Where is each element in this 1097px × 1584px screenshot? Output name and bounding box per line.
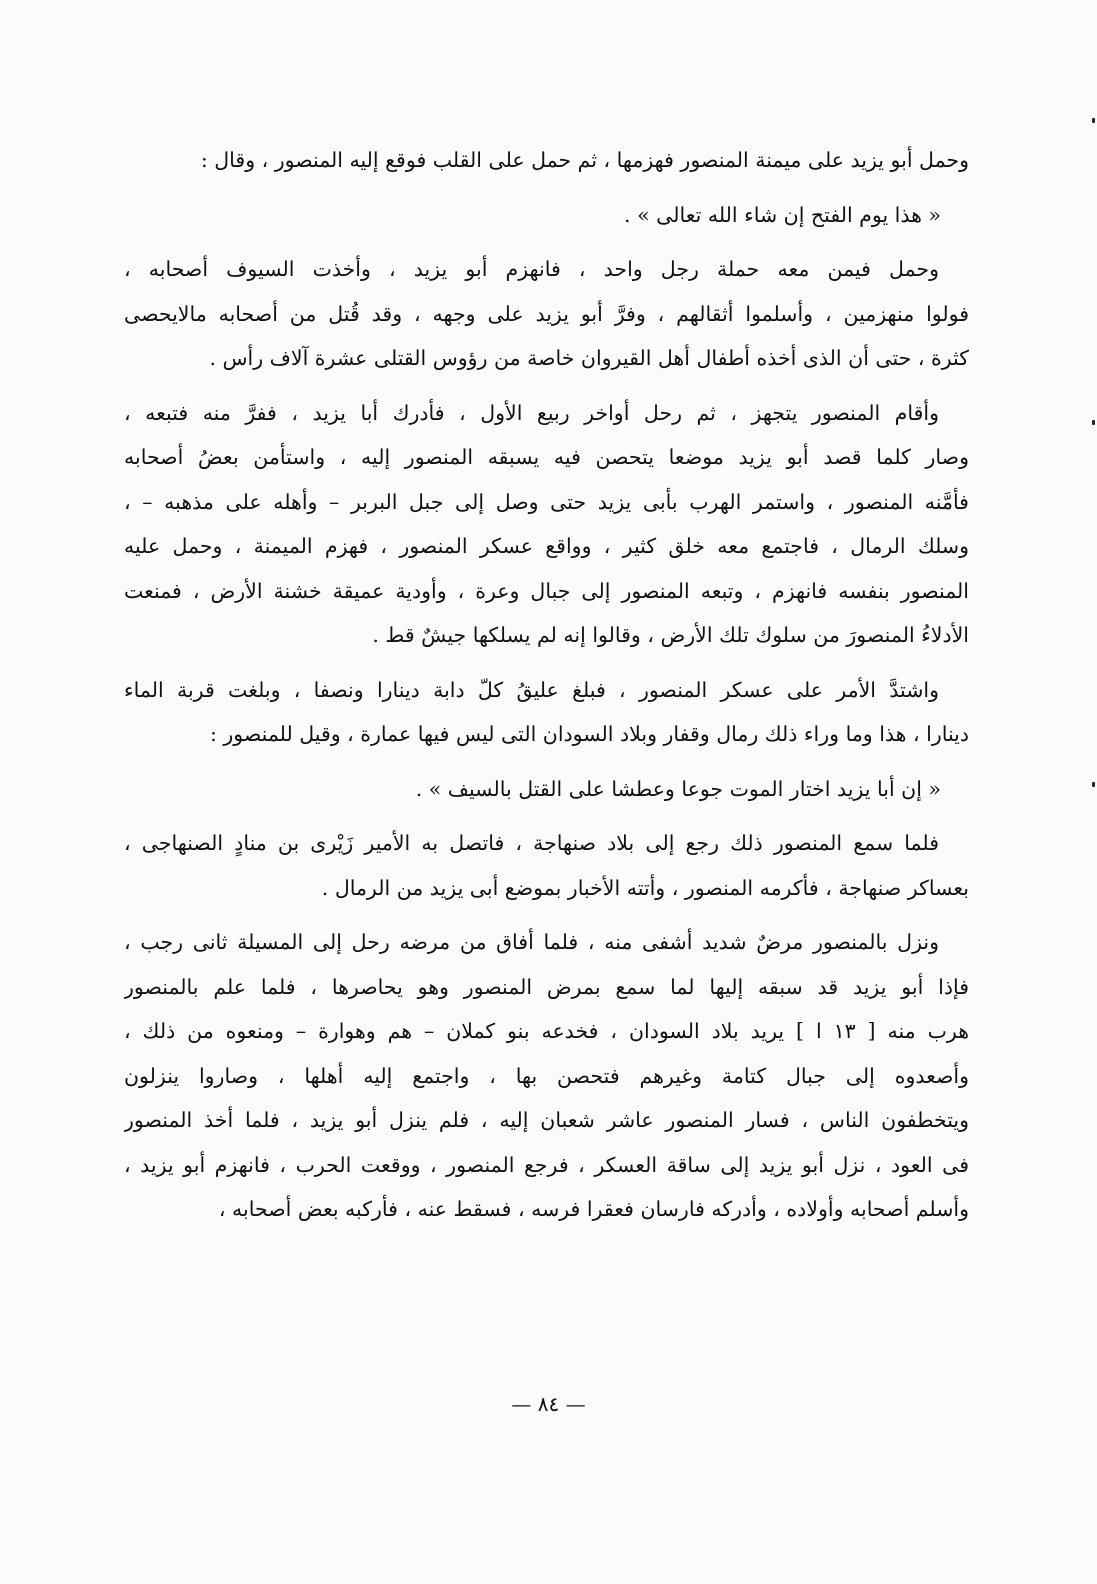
text-line: « إن أبا يزيد اختار الموت جوعا وعطشا على القتل بالسيف » .	[415, 776, 941, 801]
text-line: ونزل بالمنصور مرضٌ شديد أشفى منه ، فلما أفاق من مرضه رحل إلى المسيلة ثانى رجب ،	[124, 930, 939, 954]
body-text	[124, 138, 969, 1242]
paragraph	[124, 668, 969, 757]
text-line: فأمَّنه المنصور ، واستمر الهرب بأبى يزيد حتى وصل إلى جبل البربر – وأهله على مذهبه – ،	[124, 489, 969, 514]
text-line: وأصعدوه إلى جبال كتامة وغيرهم فتحصن بها ، واجتمع إليه أهلها ، وصاروا ينزلون	[124, 1063, 969, 1088]
text-line: بعساكر صنهاجة ، فأكرمه المنصور ، وأتته الأخبار بموضع أبى يزيد من الرمال .	[321, 875, 969, 900]
text-line: وأقام المنصور يتجهز ، ثم رحل أواخر ربيع الأول ، فأدرك أبا يزيد ، ففرَّ منه فتبعه ،	[124, 400, 939, 425]
text-line: وحمل أبو يزيد على ميمنة المنصور فهزمها ، ثم حمل على القلب فوقع إليه المنصور ، وقال :	[200, 148, 969, 172]
text-line: واشتدَّ الأمر على عسكر المنصور ، فبلغ عليقُ كلّ دابة دينارا ونصفا ، وبلغت قربة الماء	[124, 677, 939, 702]
text-line: المنصور بنفسه فانهزم ، وتبعه المنصور إلى جبال وعرة ، وأودية عميقة خشنة الأرض ، فمنعت	[124, 578, 969, 603]
text-line: هرب منه [ ١٣ ا ] يريد بلاد السودان ، فخدعه بنو كملان – هم وهوارة – ومنعوه من ذلك ،	[124, 1019, 969, 1043]
paragraph	[124, 247, 969, 381]
margin-mark	[1092, 420, 1095, 425]
text-line: وسلك الرمال ، فاجتمع معه خلق كثير ، وواقع عسكر المنصور ، فهزم الميمنة ، وحمل عليه	[124, 534, 969, 558]
text-line: كثرة ، حتى أن الذى أخذه أطفال أهل القيروان خاصة من رؤوس القتلى عشرة آلاف رأس .	[209, 346, 969, 370]
paragraph	[124, 138, 969, 183]
paragraph	[124, 391, 969, 658]
text-line: فلما سمع المنصور ذلك رجع إلى بلاد صنهاجة ، فاتصل به الأمير زَيْرى بن منادٍ الصنهاجى ،	[124, 831, 939, 855]
text-line: ويتخطفون الناس ، فسار المنصور عاشر شعبان إليه ، فلم ينزل أبو يزيد ، فلما أخذ المنصور	[124, 1108, 969, 1132]
paragraph	[124, 920, 969, 1232]
page-number: — ٨٤ —	[511, 1392, 586, 1416]
margin-mark	[1092, 118, 1095, 123]
text-line: وصار كلما قصد أبو يزيد موضعا يتحصن فيه يسبقه المنصور إليه ، واستأمن بعضُ أصحابه	[124, 445, 969, 469]
text-line: « هذا يوم الفتح إن شاء الله تعالى » .	[624, 202, 941, 227]
paragraph	[124, 821, 969, 910]
text-line: فإذا أبو يزيد قد سبقه إليها لما سمع بمرض المنصور وهو يحاصرها ، فلما علم بالمنصور	[124, 974, 969, 999]
text-line: فى العود ، نزل أبو يزيد إلى ساقة العسكر ، فرجع المنصور ، ووقعت الحرب ، فانهزم أبو يزيد ،	[124, 1152, 969, 1177]
text-line: فولوا منهزمين ، وأسلموا أثقالهم ، وفرَّ أبو يزيد على وجهه ، وقد قُتل من أصحابه مالايحصى	[124, 301, 969, 326]
quote-paragraph	[124, 767, 969, 812]
text-line: وأسلم أصحابه وأولاده ، وأدركه فارسان فعقرا فرسه ، فسقط عنه ، فأركبه بعض أصحابه ،	[218, 1197, 969, 1221]
quote-paragraph	[124, 193, 969, 238]
text-line: وحمل فيمن معه حملة رجل واحد ، فانهزم أبو يزيد ، وأخذت السيوف أصحابه ،	[124, 257, 939, 281]
text-line: الأدلاءُ المنصورَ من سلوك تلك الأرض ، وقالوا إنه لم يسلكها جيشٌ قط .	[372, 623, 969, 647]
text-line: دينارا ، هذا وما وراء ذلك رمال وقفار وبلاد السودان التى ليس فيها عمارة ، وقيل للمنصور :	[209, 722, 969, 746]
margin-mark	[1092, 782, 1095, 787]
